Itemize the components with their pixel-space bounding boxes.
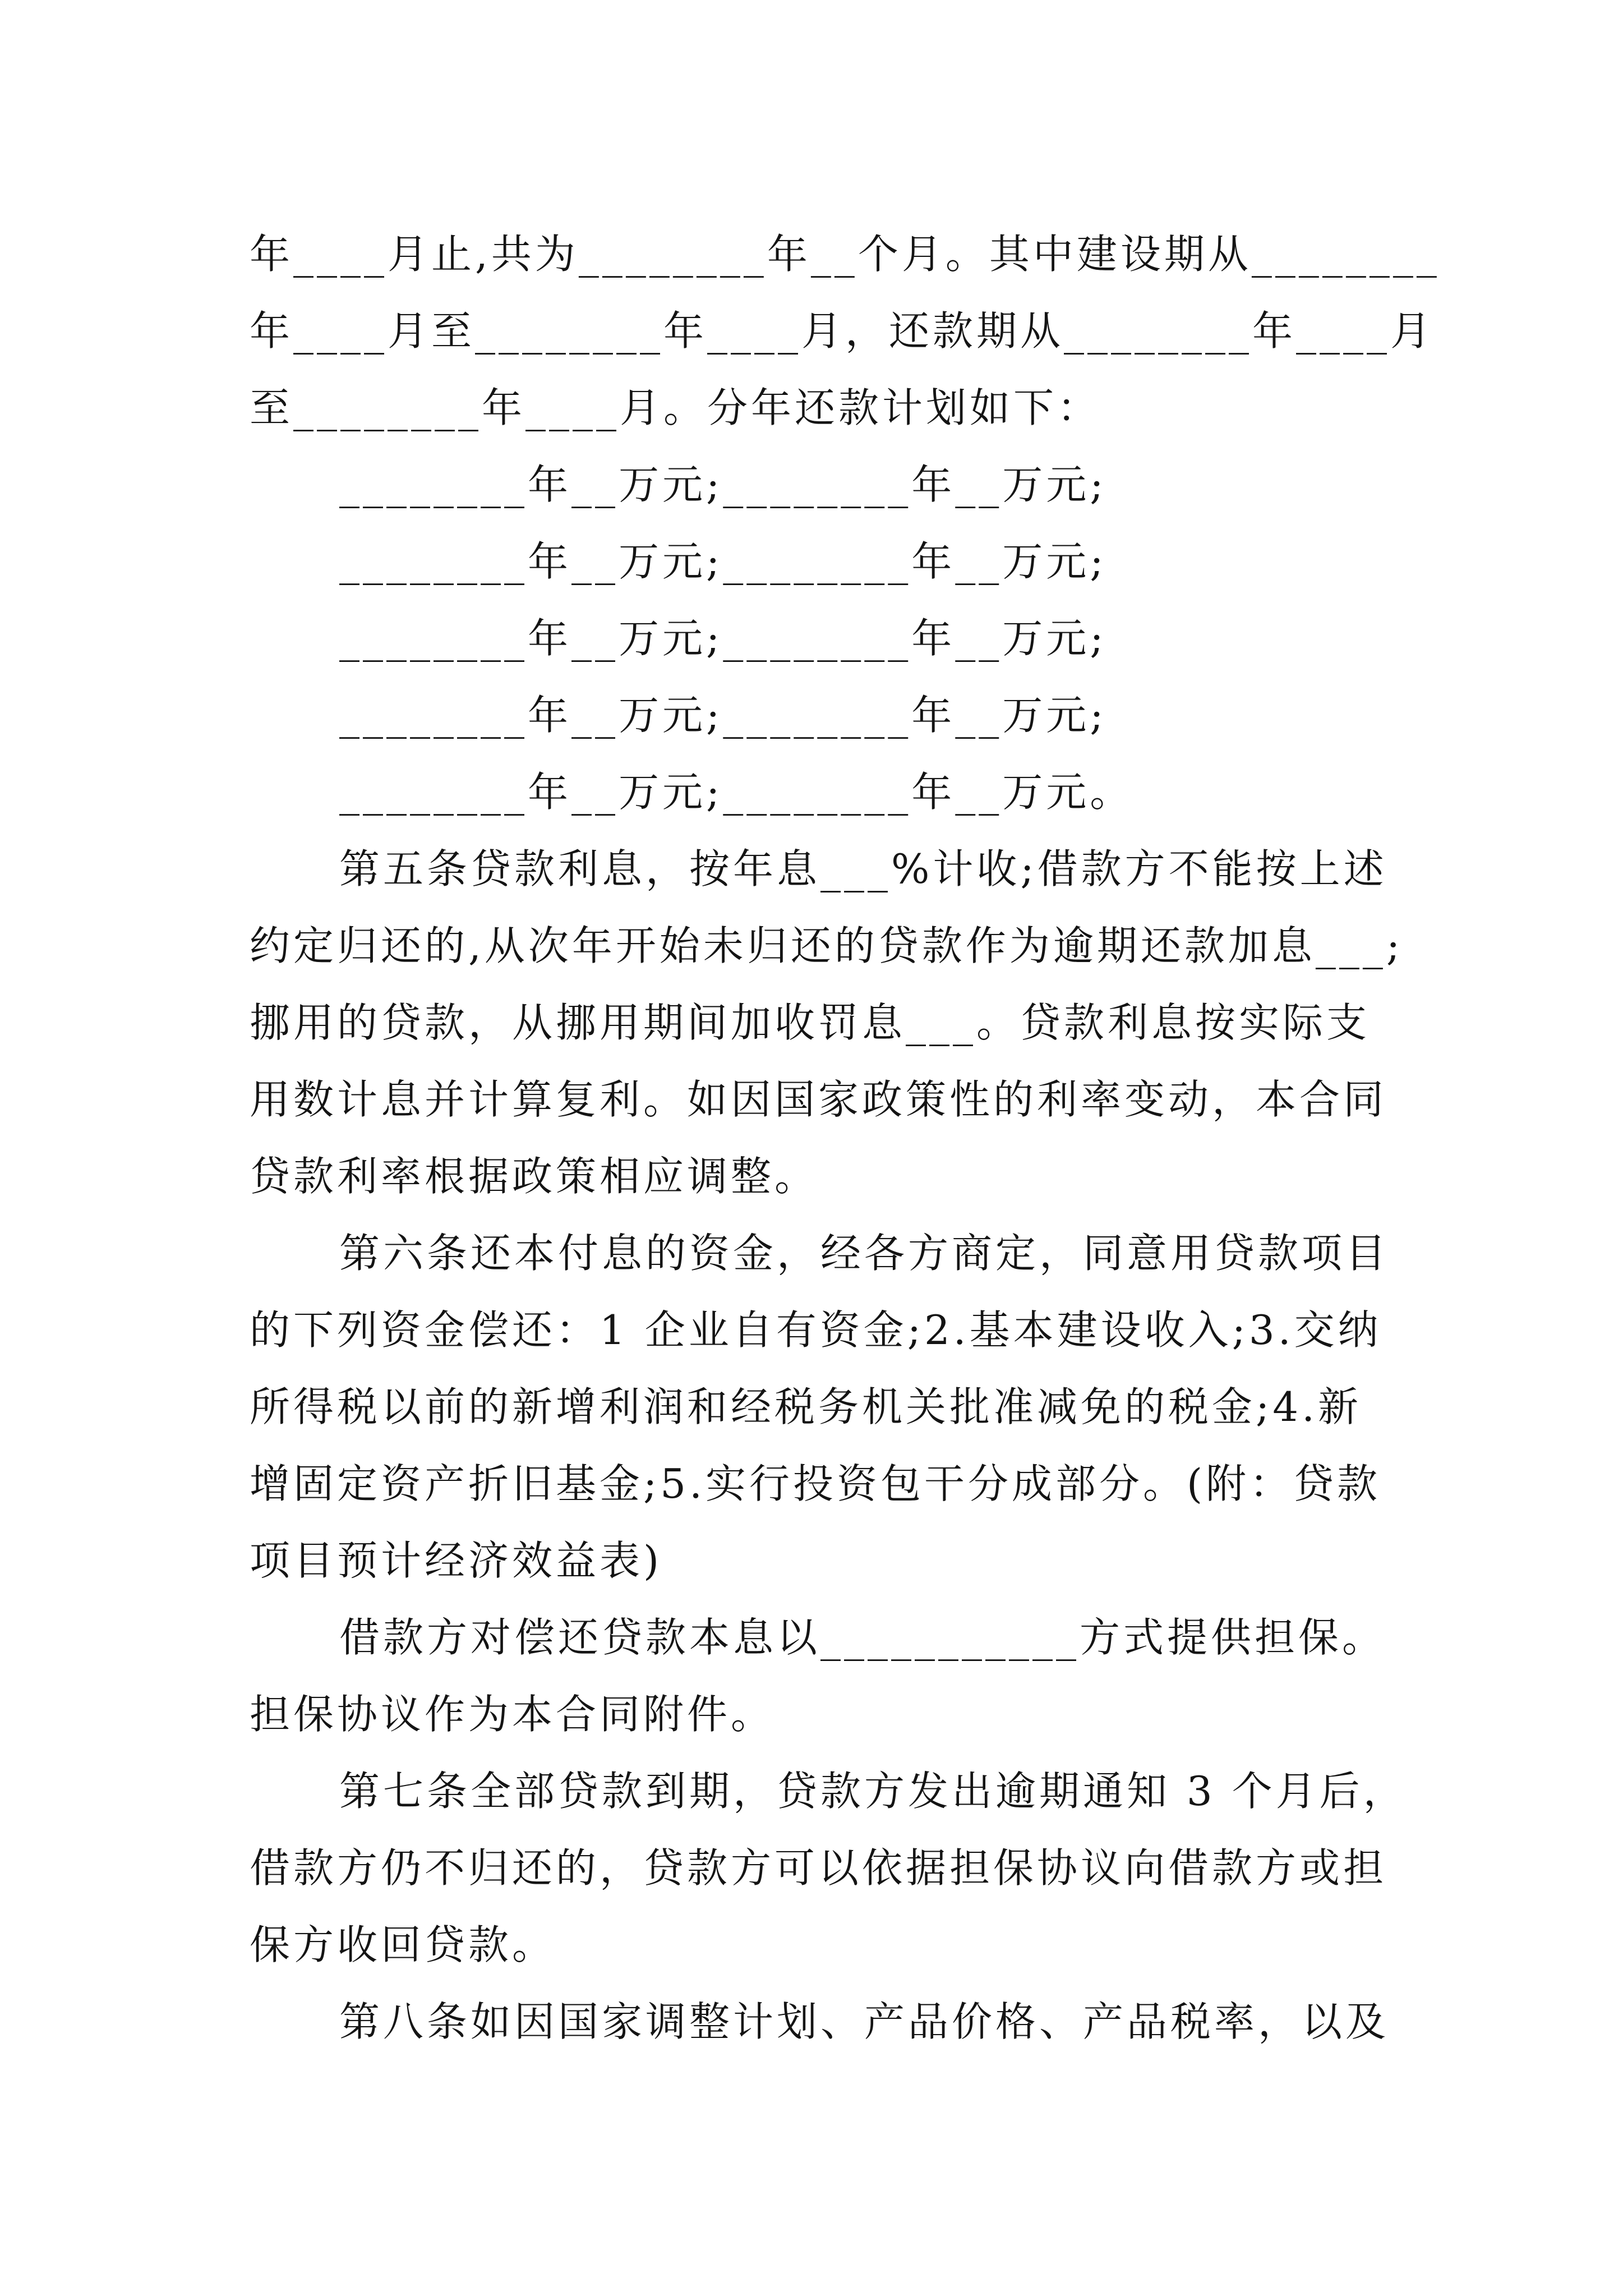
repayment-schedule-line: ________年__万元;________年__万元。 — [339, 769, 1134, 816]
repayment-schedule-line: ________年__万元;________年__万元; — [339, 692, 1107, 739]
repayment-schedule-line: ________年__万元;________年__万元; — [339, 461, 1107, 508]
text-line: 增固定资产折旧基金;5.实行投资包干分成部分。(附：贷款 — [250, 1460, 1381, 1507]
text-line: 挪用的贷款，从挪用期间加收罚息___。贷款利息按实际支 — [250, 999, 1371, 1046]
text-line: 所得税以前的新增利润和经税务机关批准减免的税金;4.新 — [250, 1383, 1362, 1430]
text-line: 项目预计经济效益表) — [250, 1537, 663, 1584]
article-six-heading-line: 第六条还本付息的资金，经各方商定，同意用贷款项目 — [339, 1230, 1390, 1277]
text-line: 年____月至________年____月，还款期从________年____月 — [250, 307, 1435, 355]
text-line: 的下列资金偿还：1 企业自有资金;2.基本建设收入;3.交纳 — [250, 1306, 1382, 1354]
text-line: 保方收回贷款。 — [250, 1921, 556, 1968]
document-body — [250, 216, 1440, 2060]
guarantee-paragraph-line: 借款方对偿还贷款本息以___________方式提供担保。 — [339, 1614, 1386, 1661]
repayment-schedule-line: ________年__万元;________年__万元; — [339, 615, 1107, 662]
text-line: 用数计息并计算复利。如因国家政策性的利率变动，本合同 — [250, 1076, 1387, 1123]
text-line: 年____月止,共为________年__个月。其中建设期从________ — [250, 231, 1440, 278]
text-line: 担保协议作为本合同附件。 — [250, 1691, 775, 1738]
repayment-schedule-line: ________年__万元;________年__万元; — [339, 538, 1107, 585]
text-line: 至________年____月。分年还款计划如下： — [250, 384, 1101, 431]
text-line: 约定归还的,从次年开始未归还的贷款作为逾期还款加息___; — [250, 922, 1404, 969]
article-five-heading-line: 第五条贷款利息，按年息___%计收;借款方不能按上述 — [339, 845, 1387, 892]
article-seven-heading-line: 第七条全部贷款到期，贷款方发出逾期通知 3 个月后， — [339, 1768, 1407, 1815]
text-line: 贷款利率根据政策相应调整。 — [250, 1153, 819, 1200]
text-line: 借款方仍不归还的，贷款方可以依据担保协议向借款方或担 — [250, 1844, 1387, 1892]
article-eight-heading-line: 第八条如因国家调整计划、产品价格、产品税率，以及 — [339, 1998, 1390, 2045]
